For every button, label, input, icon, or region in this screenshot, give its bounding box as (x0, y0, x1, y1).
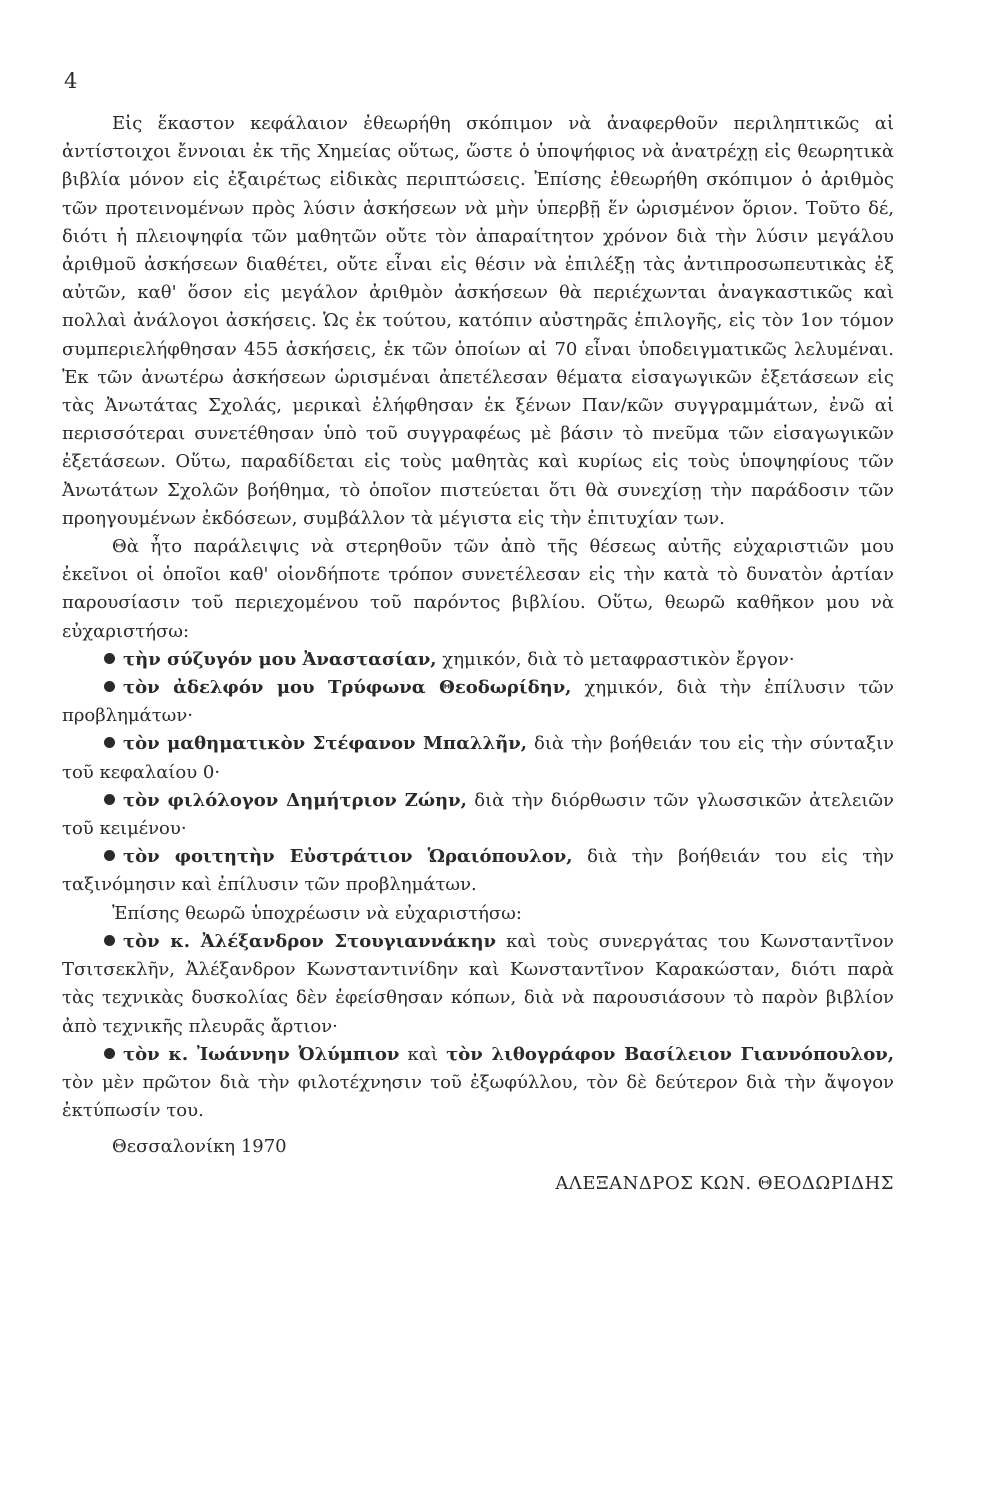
person-name: τὸν κ. Ἀλέξανδρον Στουγιαννάκην (123, 930, 497, 952)
list-item (62, 646, 894, 674)
bullet-icon (104, 850, 115, 861)
bullet-icon (104, 653, 115, 664)
list-item (62, 730, 894, 786)
bullet-icon (104, 935, 115, 946)
person-name: τὸν μαθηματικὸν Στέφανον Μπαλλῆν, (123, 733, 528, 755)
thanks-text: διὰ τὴν βοήθειάν του εἰς τὴν ταξινόμησιν καὶ ἐπίλυσιν τῶν προβλημάτων. (62, 846, 894, 896)
page-number: 4 (64, 69, 78, 93)
person-name: τὸν κ. Ἰωάννην Ὀλύμπιον (123, 1043, 400, 1065)
bullet-icon (104, 681, 115, 692)
bullet-icon (104, 737, 115, 748)
paragraph-intro: Εἰς ἕκαστον κεφάλαιον ἐθεωρήθη σκόπιμον νὰ ἀναφερθοῦν περιληπτικῶς αἱ ἀντίστοιχοι ἔννοιαι ἐκ τῆς Χημείας οὕτως, ὥστε ὁ ὑποψήφιος νὰ ἀνατρέχῃ εἰς θεωρητικὰ βιβλία μόνον εἰς ἐξαιρέτως εἰδικὰς περιπτώσεις. Ἐπίσης ἐθεωρήθη σκόπιμον ὁ ἀριθμὸς τῶν προτεινομένων πρὸς λύσιν ἀσκήσεων νὰ μὴν ὑπερβῇ ἕν ὡρισμένον ὅριον. Τοῦτο δέ, διότι ἡ πλειοψηφία τῶν μαθητῶν οὔτε τὸν ἀπαραίτητον χρόνον διὰ τὴν λύσιν μεγάλου ἀριθμοῦ ἀσκήσεων διαθέτει, οὔτε εἶναι εἰς θέσιν νὰ ἐπιλέξῃ τὰς ἀντιπροσωπευτικὰς ἐξ αὐτῶν, καθ' ὅσον εἰς μεγάλον ἀριθμὸν ἀσκήσεων θὰ περιέχωνται ἀναγκαστικῶς καὶ πολλαὶ ἀνάλογοι ἀσκήσεις. Ὡς ἐκ τούτου, κατόπιν αὐστηρᾶς ἐπιλογῆς, εἰς τὸν 1ον τόμον συμπεριελήφθησαν 455 ἀσκήσεις, ἐκ τῶν ὁποίων αἱ 70 εἶναι ὑποδειγματικῶς λελυμέναι. Ἐκ τῶν ἀνωτέρω ἀσκήσεων ὡρισμέναι ἀπετέλεσαν θέματα εἰσαγωγικῶν ἐξετάσεων εἰς τὰς Ἀνωτάτας Σχολάς, μερικαὶ ἐλήφθησαν ἐκ ξένων Παν/κῶν συγγραμμάτων, ἐνῶ αἱ περισσότεραι συνετέθησαν ὑπὸ τοῦ συγγραφέως μὲ βάσιν τὸ πνεῦμα τῶν εἰσαγωγικῶν ἐξετάσεων. Οὕτω, παραδίδεται εἰς τοὺς μαθητὰς καὶ κυρίως εἰς τοὺς ὑποψηφίους τῶν Ἀνωτάτων Σχολῶν βοήθημα, τὸ ὁποῖον πιστεύεται ὅτι θὰ συνεχίσῃ τὴν παράδοσιν τῶν προηγουμένων ἐκδόσεων, συμβάλλον τὰ μέγιστα εἰς τὴν ἐπιτυχίαν των. (62, 113, 894, 529)
preface-body (62, 110, 894, 1198)
paragraph-acknowledgements: Θὰ ἦτο παράλειψις νὰ στερηθοῦν τῶν ἀπὸ τῆς θέσεως αὐτῆς εὐχαριστιῶν μου ἐκεῖνοι οἱ ὁποῖοι καθ' οἱονδήποτε τρόπον συνετέλεσαν εἰς τὴν κατὰ τὸ δυνατὸν ἀρτίαν παρουσίασιν τοῦ περιεχομένου τοῦ παρόντος βιβλίου. Οὕτω, θεωρῶ καθῆκον μου νὰ εὐχαριστήσω: (62, 536, 894, 642)
list-item (62, 1041, 894, 1126)
place-date: Θεσσαλονίκη 1970 (112, 1136, 287, 1158)
thanks-text: τὸν μὲν πρῶτον διὰ τὴν φιλοτέχνησιν τοῦ ἐξωφύλλου, τὸν δὲ δεύτερον διὰ τὴν ἄψογον ἐκτύπωσίν του. (62, 1071, 894, 1122)
person-name: τὸν φοιτητὴν Εὐστράτιον Ὡραιόπουλον, (123, 846, 573, 868)
bullet-icon (104, 794, 115, 805)
list-item (62, 843, 894, 899)
list-item (62, 787, 894, 843)
thanks-connector: καὶ (399, 1043, 447, 1065)
paragraph-further-thanks: Ἐπίσης θεωρῶ ὑποχρέωσιν νὰ εὐχαριστήσω: (112, 902, 522, 924)
thanks-text: χημικόν, διὰ τὴν ἐπίλυσιν τῶν προβλημάτων· (62, 677, 894, 727)
thanks-text: διὰ τὴν διόρθωσιν τῶν γλωσσικῶν ἀτελειῶν τοῦ κειμένου· (62, 789, 895, 840)
list-item (62, 928, 894, 1041)
thanks-text: χημικόν, διὰ τὸ μεταφραστικὸν ἔργον· (436, 648, 795, 670)
author-signature: ΑΛΕΞΑΝΔΡΟΣ ΚΩΝ. ΘΕΟΔΩΡΙΔΗΣ (555, 1172, 894, 1194)
person-name: τὸν λιθογράφον Βασίλειον Γιαννόπουλον, (446, 1043, 894, 1065)
person-name: τὸν φιλόλογον Δημήτριον Ζώην, (123, 789, 467, 811)
list-item (62, 674, 894, 730)
person-name: τὸν ἀδελφόν μου Τρύφωνα Θεοδωρίδην, (123, 677, 572, 699)
person-name: τὴν σύζυγόν μου Ἀναστασίαν, (123, 648, 437, 670)
bullet-icon (104, 1048, 115, 1059)
thanks-text: καὶ τοὺς συνεργάτας του Κωνσταντῖνον Τσιτσεκλῆν, Ἀλέξανδρον Κωνσταντινίδην καὶ Κωνσταντῖνον Καρακώσταν, διότι παρὰ τὰς τεχνικὰς δυσκολίας δὲν ἐφείσθησαν κόπων, διὰ νὰ παρουσιάσουν τὸ παρὸν βιβλίον ἀπὸ τεχνικῆς πλευρᾶς ἄρτιον· (62, 930, 894, 1037)
thanks-text: διὰ τὴν βοήθειάν του εἰς τὴν σύνταξιν τοῦ κεφαλαίου 0· (62, 733, 894, 783)
